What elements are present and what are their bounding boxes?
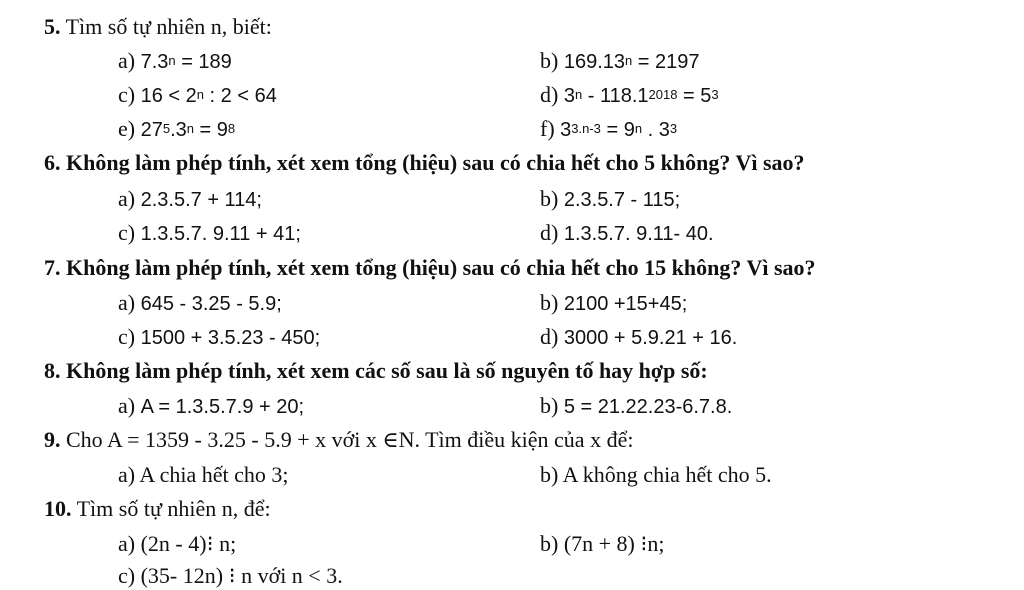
q7-item-c xyxy=(118,324,320,351)
item-label: b) xyxy=(540,48,559,73)
q10-item-b xyxy=(540,531,665,557)
item-label: d) xyxy=(540,220,559,245)
q9-item-b xyxy=(540,462,772,488)
q5-item-a xyxy=(118,48,232,75)
item-label: a) xyxy=(118,186,136,211)
q6-b-expression: 2.3.5.7 - 115; xyxy=(563,189,681,211)
q10-c-expression: (35- 12n) ⁝ n với n < 3. xyxy=(140,563,343,588)
q8-a-expression: A = 1.3.5.7.9 + 20; xyxy=(140,396,305,418)
question-9-heading xyxy=(44,427,633,453)
q5-c-expression: $16 < 2^n$ : 2 < 64 xyxy=(140,85,277,107)
item-label: f) xyxy=(540,116,555,141)
q8-item-b xyxy=(540,393,732,420)
q9-a-text: A chia hết cho 3; xyxy=(139,462,289,487)
q7-d-expression: 3000 + 5.9.21 + 16. xyxy=(563,327,738,349)
question-10-heading xyxy=(44,496,271,522)
q5-b-expression: $169.13^n = 2197$ xyxy=(563,51,700,73)
question-7-heading xyxy=(44,255,816,281)
item-label: b) xyxy=(540,186,559,211)
question-6-number: 6. xyxy=(44,150,61,175)
question-7-number: 7. xyxy=(44,255,61,280)
item-label: e) xyxy=(118,116,136,141)
item-label: a) xyxy=(118,393,136,418)
question-5-title: Tìm số tự nhiên n, biết: xyxy=(65,14,272,39)
q5-a-expression: $7.3^n = 189$ xyxy=(140,51,232,73)
q6-item-c xyxy=(118,220,301,247)
item-label: b) xyxy=(540,393,559,418)
q5-item-b xyxy=(540,48,700,75)
q10-item-a xyxy=(118,531,236,557)
q10-b-expression: (7n + 8) ⁝n; xyxy=(563,531,665,556)
q8-b-expression: 5 = 21.22.23-6.7.8. xyxy=(563,396,733,418)
q7-b-expression: 2100 +15+45; xyxy=(563,293,688,315)
q8-item-a xyxy=(118,393,304,420)
question-6-title: Không làm phép tính, xét xem tổng (hiệu) sau có chia hết cho 5 không? Vì sao? xyxy=(66,150,805,175)
item-label: b) xyxy=(540,290,559,315)
q5-item-e xyxy=(118,116,235,143)
item-label: a) xyxy=(118,462,136,487)
question-7-title: Không làm phép tính, xét xem tổng (hiệu) sau có chia hết cho 15 không? Vì sao? xyxy=(66,255,816,280)
item-label: a) xyxy=(118,531,136,556)
item-label: d) xyxy=(540,82,559,107)
question-9-number: 9. xyxy=(44,427,61,452)
question-10-number: 10. xyxy=(44,496,72,521)
q5-f-expression: $3^{3.n-3} = 9^n$ . $3^3$ xyxy=(560,119,678,141)
q7-a-expression: 645 - 3.25 - 5.9; xyxy=(140,293,282,315)
question-5-heading xyxy=(44,14,272,40)
item-label: c) xyxy=(118,82,136,107)
question-8-heading xyxy=(44,358,708,384)
q7-c-expression: 1500 + 3.5.23 - 450; xyxy=(140,327,321,349)
q7-item-d xyxy=(540,324,737,351)
item-label: c) xyxy=(118,324,136,349)
q6-a-expression: 2.3.5.7 + 114; xyxy=(140,189,262,211)
q5-item-c xyxy=(118,82,277,109)
item-label: a) xyxy=(118,290,136,315)
q10-item-c xyxy=(118,563,343,589)
q9-b-text: A không chia hết cho 5. xyxy=(562,462,772,487)
q7-item-b xyxy=(540,290,687,317)
q6-d-expression: 1.3.5.7. 9.11- 40. xyxy=(563,223,714,245)
q9-item-a xyxy=(118,462,288,488)
item-label: c) xyxy=(118,220,136,245)
item-label: b) xyxy=(540,462,559,487)
q10-a-expression: (2n - 4)⁝ n; xyxy=(140,531,237,556)
q6-item-d xyxy=(540,220,714,247)
q6-item-b xyxy=(540,186,680,213)
item-label: b) xyxy=(540,531,559,556)
question-10-title: Tìm số tự nhiên n, để: xyxy=(76,496,271,521)
q6-c-expression: 1.3.5.7. 9.11 + 41; xyxy=(140,223,301,245)
question-6-heading xyxy=(44,150,805,176)
question-8-number: 8. xyxy=(44,358,61,383)
q5-item-d xyxy=(540,82,719,109)
q5-d-expression: $3^n - 118.1^{2018} = 5^3$ xyxy=(563,85,719,107)
cropped-previous-line xyxy=(0,0,1024,6)
q5-e-expression: $27^5.3^n = 9^8$ xyxy=(140,119,236,141)
item-label: c) xyxy=(118,563,136,588)
question-9-text: Cho A = 1359 - 3.25 - 5.9 + x với x ∈N. Tìm điều kiện của x để: xyxy=(66,427,634,452)
q6-item-a xyxy=(118,186,262,213)
q5-item-f xyxy=(540,116,677,143)
question-8-title: Không làm phép tính, xét xem các số sau là số nguyên tố hay hợp số: xyxy=(66,358,708,383)
question-5-number: 5. xyxy=(44,14,61,39)
q7-item-a xyxy=(118,290,282,317)
item-label: d) xyxy=(540,324,559,349)
item-label: a) xyxy=(118,48,136,73)
